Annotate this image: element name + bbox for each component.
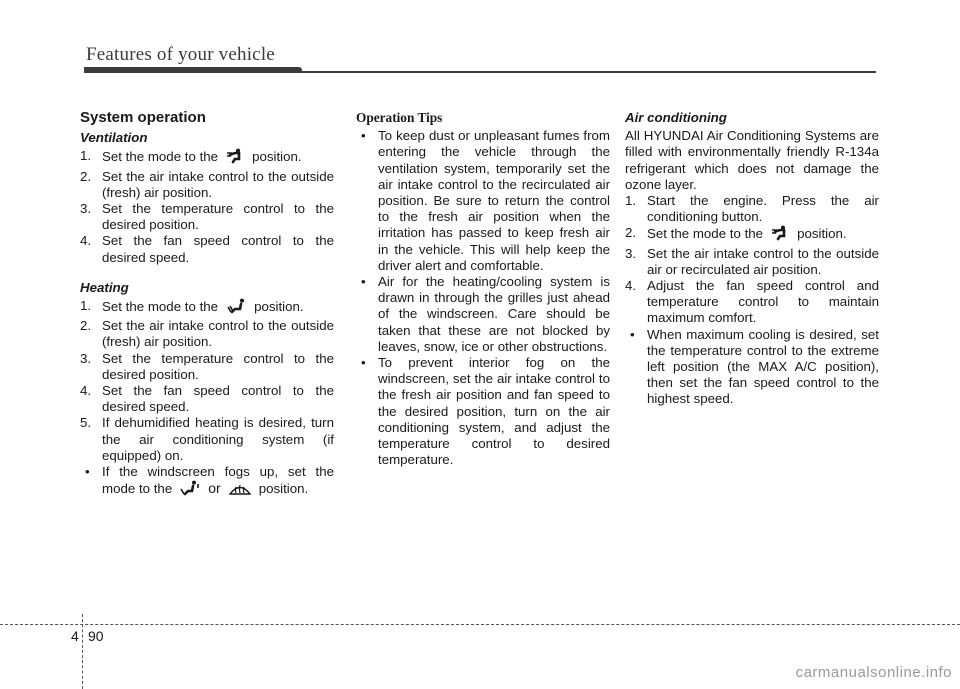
column-operation-tips: [356, 110, 610, 468]
windscreen-defrost-icon: [229, 480, 251, 500]
list-item: 3. Set the temperature control to the desired position.: [80, 201, 334, 233]
chapter-number: 4: [71, 628, 79, 644]
face-vent-mode-icon: [771, 225, 789, 245]
list-item: 4. Adjust the fan speed control and temperature control to maintain maximum comfort.: [625, 278, 879, 326]
list-item: 3. Set the air intake control to the outside air or recirculated air position.: [625, 245, 879, 277]
list-item: 1. Set the mode to the position.: [80, 148, 334, 168]
list-item: 1. Set the mode to the position.: [80, 298, 334, 318]
list-item: 4. Set the fan speed control to the desired speed.: [80, 233, 334, 265]
list-item: • To prevent interior fog on the windscreen, set the air intake control to the fresh air position and fan speed to the desired position, turn on the air conditioning system, and adjust the temperature control to desired temperature.: [361, 355, 610, 468]
column-air-conditioning: [625, 110, 879, 408]
face-vent-mode-icon: [226, 148, 244, 168]
operation-tips-heading: Operation Tips: [356, 110, 443, 125]
footer-rule: [0, 624, 960, 625]
page-number: 90: [88, 628, 104, 644]
air-conditioning-heading: Air conditioning: [625, 110, 727, 125]
list-item: • When maximum cooling is desired, set the temperature control to the extreme left position (the MAX A/C position), then set the fan speed control to the highest speed.: [630, 326, 879, 407]
list-item: • Air for the heating/cooling system is drawn in through the grilles just ahead of the windscreen. Care should be taken that these are not blocked by leaves, snow, ice or other obstructions.: [361, 274, 610, 354]
column-system-operation: [80, 110, 334, 500]
list-item: 2. Set the air intake control to the outside (fresh) air position.: [80, 318, 334, 350]
header-rule-thin: [84, 71, 876, 73]
ventilation-heading: Ventilation: [80, 130, 148, 146]
page-header-title: Features of your vehicle: [86, 44, 275, 65]
watermark: carmanualsonline.info: [795, 664, 952, 681]
list-item: 4. Set the fan speed control to the desired speed.: [80, 383, 334, 415]
list-item: 2. Set the air intake control to the outside (fresh) air position.: [80, 168, 334, 200]
footer-divider: [82, 614, 83, 689]
floor-defrost-mode-icon: [180, 480, 200, 500]
list-item: 1. Start the engine. Press the air conditioning button.: [625, 193, 879, 225]
list-item: 3. Set the temperature control to the desired position.: [80, 350, 334, 382]
floor-mode-icon: [226, 298, 246, 318]
intro-paragraph: All HYUNDAI Air Conditioning Systems are filled with environmentally friendly R-134a refrigerant which does not damage the ozone layer.: [625, 128, 879, 192]
list-item: • To keep dust or unpleasant fumes from entering the vehicle through the ventilation system, temporarily set the air intake control to the recirculated air position. Be sure to return the control to the fresh air position when the irritation has passed to keep fresh air in the vehicle. This will help keep the driver alert and comfortable.: [361, 128, 610, 273]
list-item: 2. Set the mode to the position.: [625, 225, 879, 245]
list-item: 5. If dehumidified heating is desired, turn the air conditioning system (if equipped) on.: [80, 415, 334, 463]
section-title: System operation: [80, 109, 206, 126]
heating-heading: Heating: [80, 279, 129, 295]
list-item: • If the windscreen fogs up, set the mode to the or position.: [80, 464, 334, 500]
